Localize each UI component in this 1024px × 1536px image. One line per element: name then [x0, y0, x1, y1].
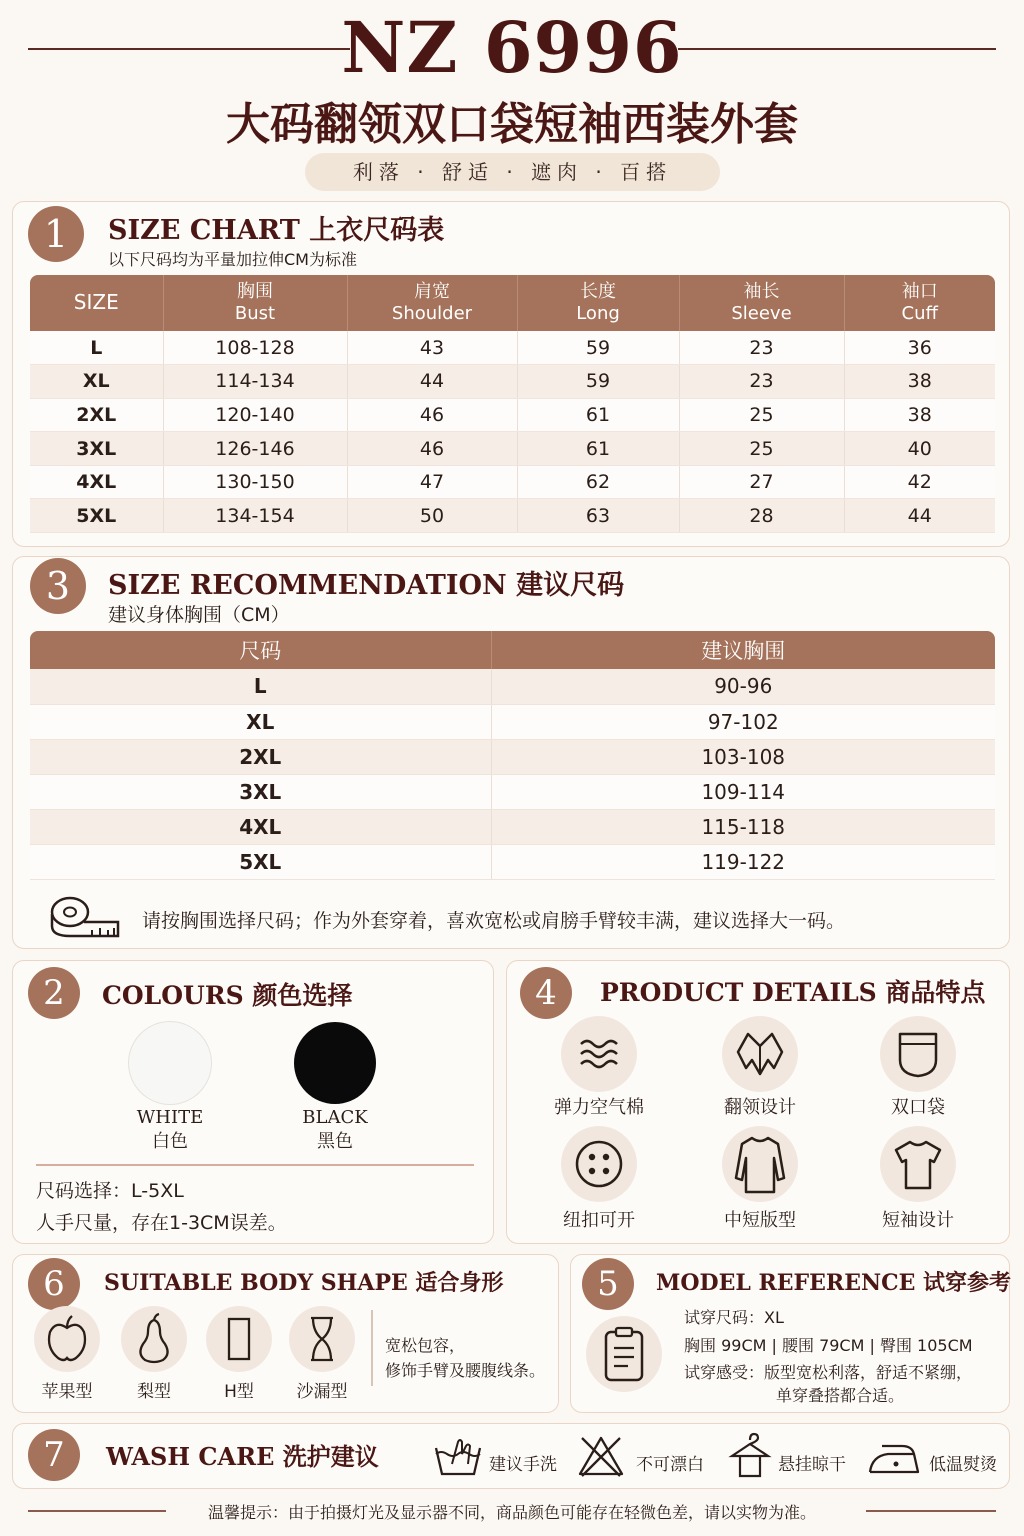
iron-low-icon	[866, 1438, 922, 1478]
column-header: 肩宽 Shoulder	[347, 275, 517, 331]
table-cell: 42	[844, 465, 995, 499]
table-row	[30, 704, 995, 739]
section-number-badge: 4	[520, 967, 572, 1019]
table-cell: 62	[517, 465, 679, 499]
table-cell: 5XL	[30, 499, 163, 533]
detail-item	[722, 1016, 798, 1092]
table-cell: 109-114	[491, 774, 995, 809]
section-number-badge: 1	[28, 206, 84, 262]
black-label: BLACK 黑色	[302, 1107, 368, 1152]
section-number-badge: 7	[28, 1429, 80, 1481]
body-shape-description-line: 修饰手臂及腰腹线条。	[385, 1361, 546, 1380]
body-shape-description-line: 宽松包容，	[385, 1336, 466, 1355]
size-chart-subtitle: 以下尺码均为平量加拉伸CM为标准	[108, 250, 357, 269]
apple-icon	[34, 1306, 100, 1372]
t-shirt-icon	[880, 1126, 956, 1202]
table-row	[30, 432, 995, 466]
column-header: 长度 Long	[517, 275, 679, 331]
table-cell: 44	[347, 365, 517, 399]
size-recommendation-subtitle: 建议身体胸围（CM）	[108, 604, 290, 626]
table-cell: 25	[679, 432, 844, 466]
detail-label: 弹力空气棉	[554, 1097, 644, 1118]
table-cell: 27	[679, 465, 844, 499]
detail-label: 翻领设计	[724, 1097, 796, 1118]
wash-care-label: 悬挂晾干	[778, 1455, 846, 1475]
table-cell: 44	[844, 499, 995, 533]
table-cell: 61	[517, 398, 679, 432]
body-shape-item	[206, 1306, 272, 1372]
model-reference-icon-wrap	[586, 1316, 662, 1392]
body-shape-item	[289, 1306, 355, 1372]
table-cell: 46	[347, 398, 517, 432]
detail-item	[880, 1126, 956, 1202]
no-bleach-icon	[576, 1432, 626, 1480]
column-header: 袖长 Sleeve	[679, 275, 844, 331]
table-cell: 25	[679, 398, 844, 432]
model-reference-title: MODEL REFERENCE 试穿参考	[656, 1270, 1012, 1296]
table-cell: 115-118	[491, 809, 995, 844]
detail-item	[561, 1126, 637, 1202]
table-cell: 134-154	[163, 499, 347, 533]
table-cell: 40	[844, 432, 995, 466]
table-row	[30, 465, 995, 499]
model-reference-line: 单穿叠搭都合适。	[776, 1386, 905, 1405]
section-number-badge: 5	[582, 1258, 634, 1310]
table-cell: L	[30, 331, 163, 365]
black-swatch[interactable]	[294, 1022, 376, 1104]
pear-icon	[121, 1306, 187, 1372]
wash-care-title: WASH CARE 洗护建议	[106, 1442, 379, 1471]
table-cell: 3XL	[30, 774, 491, 809]
table-cell: 103-108	[491, 739, 995, 774]
pocket-icon	[880, 1016, 956, 1092]
table-cell: 23	[679, 365, 844, 399]
table-cell: 130-150	[163, 465, 347, 499]
table-cell: 108-128	[163, 331, 347, 365]
size-chart-title: SIZE CHART 上衣尺码表	[108, 215, 445, 246]
table-header-row	[30, 275, 995, 331]
lapel-collar-icon	[722, 1016, 798, 1092]
detail-item	[880, 1016, 956, 1092]
table-cell: 59	[517, 331, 679, 365]
body-shape-label: H型	[224, 1382, 254, 1402]
table-cell: 2XL	[30, 398, 163, 432]
table-row	[30, 844, 995, 879]
table-row	[30, 739, 995, 774]
table-row	[30, 774, 995, 809]
white-swatch[interactable]	[129, 1022, 211, 1104]
table-cell: 38	[844, 398, 995, 432]
table-cell: 126-146	[163, 432, 347, 466]
hang-dry-icon	[728, 1430, 772, 1480]
table-cell: L	[30, 669, 491, 704]
clipboard-icon	[586, 1316, 662, 1392]
table-cell: 119-122	[491, 844, 995, 879]
table-cell: 90-96	[491, 669, 995, 704]
table-cell: 23	[679, 331, 844, 365]
table-cell: 4XL	[30, 809, 491, 844]
table-row	[30, 398, 995, 432]
table-cell: 4XL	[30, 465, 163, 499]
body-shape-item	[121, 1306, 187, 1372]
wash-care-label: 不可漂白	[636, 1455, 704, 1475]
table-cell: 38	[844, 365, 995, 399]
body-shape-label: 苹果型	[41, 1382, 93, 1402]
white-label: WHITE 白色	[136, 1107, 204, 1152]
model-reference-line: 试穿感受：版型宽松利落，舒适不紧绷，	[684, 1363, 973, 1382]
detail-item	[561, 1016, 637, 1092]
waves-icon	[561, 1016, 637, 1092]
table-cell: 59	[517, 365, 679, 399]
body-shape-label: 沙漏型	[296, 1382, 348, 1402]
model-number: NZ 6996	[341, 6, 683, 89]
hand-wash-icon	[432, 1434, 484, 1480]
body-shape-item	[34, 1306, 100, 1372]
table-cell: 47	[347, 465, 517, 499]
tagline: 利落 · 舒适 · 遮肉 · 百搭	[305, 153, 720, 191]
colours-divider	[36, 1164, 474, 1166]
table-cell: 97-102	[491, 704, 995, 739]
section-number-badge: 2	[28, 967, 80, 1019]
table-cell: 2XL	[30, 739, 491, 774]
table-header-row	[30, 631, 995, 669]
detail-item	[722, 1126, 798, 1202]
body-shape-divider	[371, 1310, 373, 1386]
wash-care-label: 建议手洗	[489, 1455, 557, 1475]
table-row	[30, 669, 995, 704]
column-header: 袖口 Cuff	[844, 275, 995, 331]
column-header: 尺码	[30, 631, 491, 669]
model-reference-line: 胸围 99CM | 腰围 79CM | 臀围 105CM	[684, 1336, 973, 1355]
table-row	[30, 809, 995, 844]
product-details-title: PRODUCT DETAILS 商品特点	[600, 978, 986, 1007]
column-header: 胸围 Bust	[163, 275, 347, 331]
detail-label: 纽扣可开	[563, 1210, 635, 1231]
table-cell: 50	[347, 499, 517, 533]
button-icon	[561, 1126, 637, 1202]
table-cell: 114-134	[163, 365, 347, 399]
column-header: 建议胸围	[491, 631, 995, 669]
table-cell: 46	[347, 432, 517, 466]
table-row	[30, 499, 995, 533]
long-sleeve-top-icon	[722, 1126, 798, 1202]
section-number-badge: 6	[28, 1258, 80, 1310]
table-cell: 36	[844, 331, 995, 365]
hourglass-icon	[289, 1306, 355, 1372]
body-shape-label: 梨型	[137, 1382, 171, 1402]
table-row	[30, 331, 995, 365]
detail-label: 短袖设计	[882, 1210, 954, 1231]
section-number-badge: 3	[30, 558, 86, 614]
column-header: SIZE	[30, 275, 163, 331]
measure-note: 人手尺量，存在1-3CM误差。	[36, 1212, 287, 1234]
table-row	[30, 365, 995, 399]
tape-measure-icon	[48, 890, 122, 940]
detail-label: 双口袋	[891, 1097, 945, 1118]
table-cell: 43	[347, 331, 517, 365]
table-cell: 28	[679, 499, 844, 533]
size-range: 尺码选择：L-5XL	[36, 1180, 184, 1202]
model-reference-line: 试穿尺码：XL	[684, 1308, 784, 1327]
body-shape-title: SUITABLE BODY SHAPE 适合身形	[104, 1270, 504, 1296]
product-name: 大码翻领双口袋短袖西装外套	[226, 99, 798, 150]
size-recommendation-title: SIZE RECOMMENDATION 建议尺码	[108, 570, 625, 601]
wash-care-label: 低温熨烫	[929, 1455, 997, 1475]
detail-label: 中短版型	[724, 1210, 796, 1231]
table-cell: XL	[30, 365, 163, 399]
table-cell: 61	[517, 432, 679, 466]
colours-title: COLOURS 颜色选择	[102, 981, 353, 1010]
rectangle-shape-icon	[206, 1306, 272, 1372]
footer-notice: 温馨提示：由于拍摄灯光及显示器不同，商品颜色可能存在轻微色差，请以实物为准。	[207, 1503, 816, 1522]
size-chart-table	[30, 275, 995, 533]
table-cell: 5XL	[30, 844, 491, 879]
table-cell: XL	[30, 704, 491, 739]
size-recommendation-note: 请按胸围选择尺码；作为外套穿着，喜欢宽松或肩膀手臂较丰满，建议选择大一码。	[142, 910, 846, 932]
table-cell: 120-140	[163, 398, 347, 432]
size-recommendation-table	[30, 631, 995, 880]
table-cell: 3XL	[30, 432, 163, 466]
table-cell: 63	[517, 499, 679, 533]
